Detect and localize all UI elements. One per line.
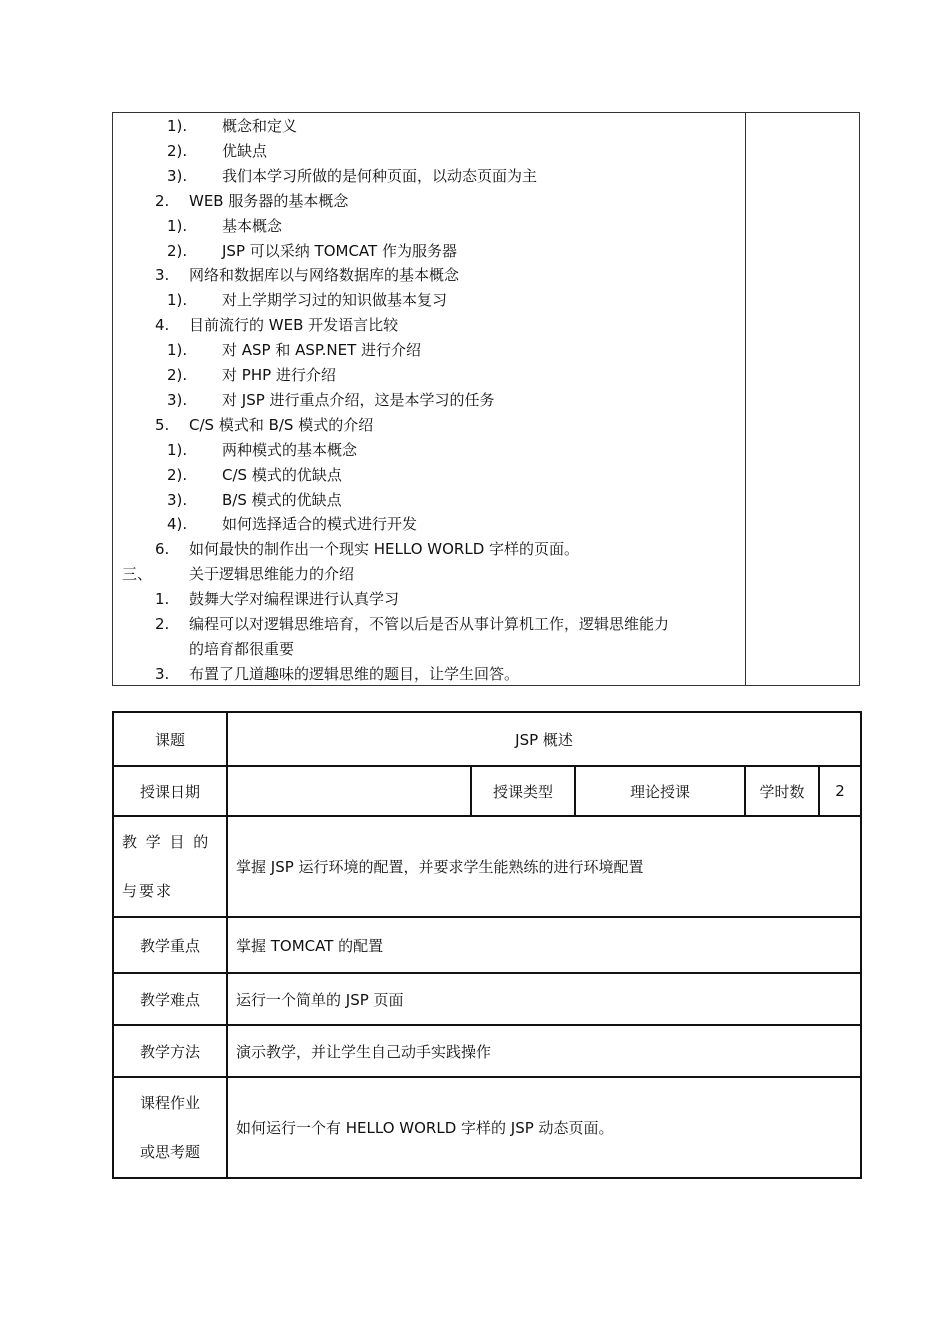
- outline-item-text: 对 PHP 进行介绍: [222, 366, 336, 384]
- hours-label: 学时数: [745, 766, 819, 816]
- outline-item-marker: 1).: [167, 341, 188, 360]
- outline-item-marker: 2.: [155, 191, 170, 210]
- homework-label: [113, 1077, 227, 1178]
- outline-item-marker: 3).: [167, 490, 188, 509]
- outline-item-marker: 1).: [167, 291, 188, 310]
- outline-item-marker: 三、: [122, 565, 153, 584]
- outline-item-text: 概念和定义: [222, 117, 298, 135]
- outline-item-marker: 5.: [155, 415, 170, 434]
- row-date-type-hours: [113, 766, 861, 816]
- outline-item-marker: 1).: [167, 117, 188, 135]
- topic-label: 课题: [113, 712, 227, 766]
- homework-label-line2: 或思考题: [139, 1142, 200, 1161]
- outline-item-text: 基本概念: [222, 216, 283, 235]
- row-focus: [113, 917, 861, 973]
- outline-item-marker: 4).: [167, 515, 188, 534]
- method-value: 演示教学，并让学生自己动手实践操作: [227, 1025, 861, 1077]
- outline-item-text: 我们本学习所做的是何种页面，以动态页面为主: [222, 166, 538, 185]
- goal-value: 掌握 JSP 运行环境的配置，并要求学生能熟练的进行环境配置: [227, 816, 861, 917]
- outline-item-marker: 3.: [155, 664, 170, 683]
- outline-item-text: B/S 模式的优缺点: [222, 490, 342, 509]
- outline-item-marker: 1.: [155, 590, 170, 609]
- row-homework: [113, 1077, 861, 1178]
- outline-item-marker: 3.: [155, 266, 170, 285]
- outline-item-text: 编程可以对逻辑思维培育，不管以后是否从事计算机工作，逻辑思维能力: [189, 615, 670, 633]
- goal-label-line2: 与要求: [122, 881, 174, 900]
- outline-item-marker: 2).: [167, 141, 188, 160]
- type-label: 授课类型: [471, 766, 575, 816]
- outline-item-text: 如何最快的制作出一个现实 HELLO WORLD 字样的页面。: [189, 540, 580, 559]
- homework-label-line1: 课程作业: [139, 1093, 200, 1112]
- type-value: 理论授课: [575, 766, 745, 816]
- outline-item-marker: 2).: [167, 465, 188, 484]
- outline-item-text: 对 ASP 和 ASP.NET 进行介绍: [222, 341, 422, 360]
- goal-label: [113, 816, 227, 917]
- hours-value: 2: [819, 766, 861, 816]
- outline-column-divider: [745, 113, 746, 685]
- topic-value: JSP 概述: [227, 712, 861, 766]
- outline-item-marker: 1).: [167, 440, 188, 459]
- outline-item-text: 对 JSP 进行重点介绍，这是本学习的任务: [222, 390, 495, 409]
- date-label: 授课日期: [113, 766, 227, 816]
- difficulty-value: 运行一个简单的 JSP 页面: [227, 973, 861, 1025]
- outline-item-text: 两种模式的基本概念: [222, 440, 358, 459]
- date-value: [227, 766, 471, 816]
- outline-item-text: JSP 可以采纳 TOMCAT 作为服务器: [222, 241, 457, 260]
- row-topic: [113, 712, 861, 766]
- outline-item-text: C/S 模式的优缺点: [222, 465, 342, 484]
- outline-item-text: 目前流行的 WEB 开发语言比较: [189, 316, 399, 335]
- outline-item-marker: 2.: [155, 615, 170, 633]
- outline-item-text: 关于逻辑思维能力的介绍: [189, 565, 355, 584]
- outline-item-marker: 2).: [167, 241, 188, 260]
- outline-item-text: WEB 服务器的基本概念: [189, 191, 349, 210]
- outline-item-marker: 6.: [155, 540, 170, 559]
- outline-item-text: 优缺点: [222, 141, 268, 160]
- outline-item-text: 网络和数据库以与网络数据库的基本概念: [189, 266, 460, 285]
- lesson-plan-table: [112, 711, 862, 1179]
- goal-label-line1: 教 学 目 的: [122, 832, 211, 851]
- outline-box: [112, 112, 860, 686]
- outline-item-text: 如何选择适合的模式进行开发: [222, 515, 418, 534]
- focus-label: 教学重点: [113, 917, 227, 973]
- outline-item-text: C/S 模式和 B/S 模式的介绍: [189, 415, 374, 434]
- row-goal: [113, 816, 861, 917]
- outline-item-marker: 2).: [167, 366, 188, 384]
- method-label: 教学方法: [113, 1025, 227, 1077]
- homework-value: 如何运行一个有 HELLO WORLD 字样的 JSP 动态页面。: [227, 1077, 861, 1178]
- outline-item-text: 布置了几道趣味的逻辑思维的题目，让学生回答。: [189, 664, 520, 683]
- outline-item-text: 的培育都很重要: [189, 639, 295, 658]
- outline-item-text: 鼓舞大学对编程课进行认真学习: [189, 590, 400, 609]
- difficulty-label: 教学难点: [113, 973, 227, 1025]
- outline-item-marker: 3).: [167, 390, 188, 409]
- row-method: [113, 1025, 861, 1077]
- outline-item-text: 对上学期学习过的知识做基本复习: [222, 291, 448, 310]
- row-difficulty: [113, 973, 861, 1025]
- outline-item-marker: 4.: [155, 316, 170, 335]
- outline-item-marker: 1).: [167, 216, 188, 235]
- focus-value: 掌握 TOMCAT 的配置: [227, 917, 861, 973]
- outline-item-marker: 3).: [167, 166, 188, 185]
